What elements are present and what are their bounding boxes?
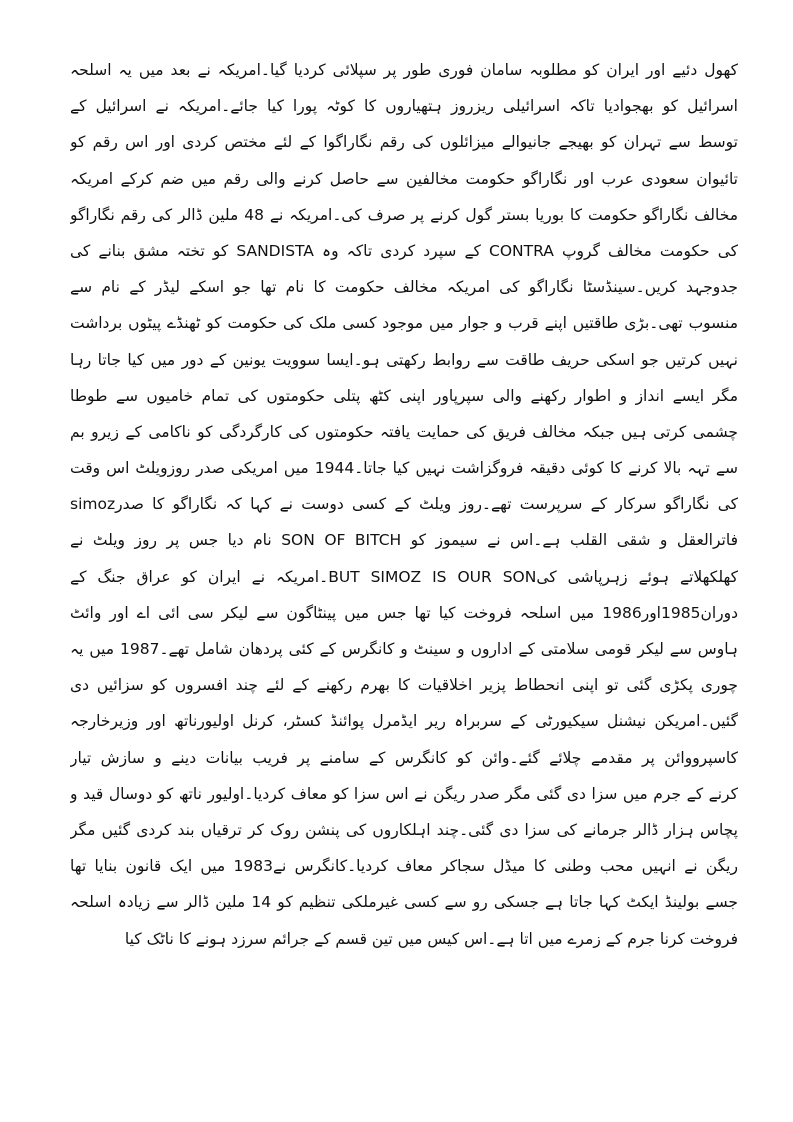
- text-line: مخالف نگاراگو حکومت کا بوریا بستر گول کرنے پر صرف کی۔امریکہ نے 48 ملین ڈالر کی رقم نگاراگو: [70, 205, 738, 224]
- text-line: کھلکھلاتے ہوئے زہرپاشی کیBUT SIMOZ IS OUR SON۔امریکہ نے ایران کو عراق جنگ کے: [70, 567, 738, 586]
- text-line: گئیں۔امریکن نیشنل سیکیورٹی کے سربراہ ریر ایڈمرل پوائنڈ کسٹر، کرنل اولیورناتھ اور وزیرخارجہ: [70, 712, 738, 731]
- text-line: سے تہہ بالا کرنے کا کوئی دقیقہ فروگزاشت نہیں کیا جاتا۔1944 میں امریکی صدر روزویلٹ اس وقت: [70, 459, 738, 478]
- text-line: منسوب تھی۔بڑی طاقتیں اپنے قرب و جوار میں موجود کسی ملک کی حکومت کو ٹھنڈے پیٹوں برداشت: [70, 314, 738, 333]
- text-line: پچاس ہزار ڈالر جرمانے کی سزا دی گئی۔چند اہلکاروں کی پنشن روک کر ترقیاں بند کردی گئیں مگر: [70, 820, 738, 839]
- text-line: ہاوس سے لیکر قومی سلامتی کے اداروں و سینٹ و کانگرس کے کئی پردھان شامل تھے۔1987 میں یہ: [70, 640, 738, 658]
- text-line: جدوجہد کریں۔سینڈسٹا نگاراگو کی امریکہ مخالف حکومت کا نام تھا جو اسکے لیڈر کے نام سے: [70, 278, 738, 297]
- text-line: نہیں کرتیں جو اسکی حریف طاقت سے روابط رکھتی ہو۔ایسا سوویت یونین کے دور میں کیا جاتا رہا: [70, 350, 738, 369]
- text-line: کی حکومت مخالف گروپ CONTRA کے سپرد کردی تاکہ وہ SANDISTA کو تختہ مشق بنانے کی: [70, 241, 738, 260]
- text-line: ریگن نے انہیں محب وطنی کا میڈل سجاکر معاف کردیا۔کانگرس نے1983 میں ایک قانون بنایا تھا: [70, 857, 738, 876]
- urdu-text-body: [70, 52, 738, 957]
- text-line: جسے بولینڈ ایکٹ کہا جاتا ہے جسکی رو سے کسی غیرملکی تنظیم کو 14 ملین ڈالر سے زیادہ اسلحہ: [70, 893, 738, 912]
- text-line: کرنے کے جرم میں سزا دی گئی مگر صدر ریگن نے اس سزا کو معاف کردیا۔اولیور ناتھ کو دوسال قید و: [70, 784, 738, 803]
- text-line: چوری پکڑی گئی تو اپنی انحطاط پزیر اخلاقیات کا بھرم رکھنے کے لئے چند افسروں کو سزائیں دی: [70, 676, 738, 695]
- text-line: توسط سے تہران کو بھیجے جانیوالے میزائلوں کی رقم نگاراگوا کے لئے مختص کردی اور اس رقم کو: [70, 133, 738, 152]
- text-line: کھول دئیے اور ایران کو مطلوبہ سامان فوری طور پر سپلائی کردیا گیا۔امریکہ نے بعد میں یہ اسلحہ: [70, 61, 738, 79]
- text-line: فاترالعقل و شقی القلب ہے۔اس نے سیموز کو SON OF BITCH نام دیا جس پر روز ویلٹ نے: [70, 531, 738, 550]
- text-line: دوران1985اور1986 میں اسلحہ فروخت کیا تھا جس میں پینٹاگون سے لیکر سی ائی اے اور وائٹ: [70, 603, 738, 622]
- text-line: اسرائیل کو بھجوادیا تاکہ اسرائیلی ریزروز ہتھیاروں کا کوٹہ پورا کیا جائے۔امریکہ نے اسرائیل کے: [70, 97, 738, 116]
- text-line: مگر ایسے انداز و اطوار رکھنے والی سپرپاور اپنی کٹھ پتلی حکومتوں کی تمام خامیوں سے طوطا: [70, 386, 738, 405]
- text-line: تائیوان سعودی عرب اور نگاراگو حکومت مخالفین سے حاصل کرنے والی رقم میں ضم کرکے امریکہ: [70, 169, 738, 188]
- text-line: کاسپرووائن پر مقدمے چلائے گئے۔وائن کو کانگرس کے سامنے پر فریب بیانات دینے و سازش تیار: [70, 748, 738, 767]
- text-line-last: فروخت کرنا جرم کے زمرے میں اتا ہے۔اس کیس میں تین قسم کے جرائم سرزد ہونے کا ناٹک کیا: [124, 929, 738, 948]
- text-line: کی نگاراگو سرکار کے سرپرست تھے۔روز ویلٹ کے کسی دوست نے کہا کہ نگاراگو کا صدرsimoz: [70, 495, 738, 514]
- text-line: چشمی کرتی ہیں جبکہ مخالف فریق کی حمایت یافتہ حکومتوں کی کارگردگی کو ناکامی کے زیرو بم: [70, 422, 738, 441]
